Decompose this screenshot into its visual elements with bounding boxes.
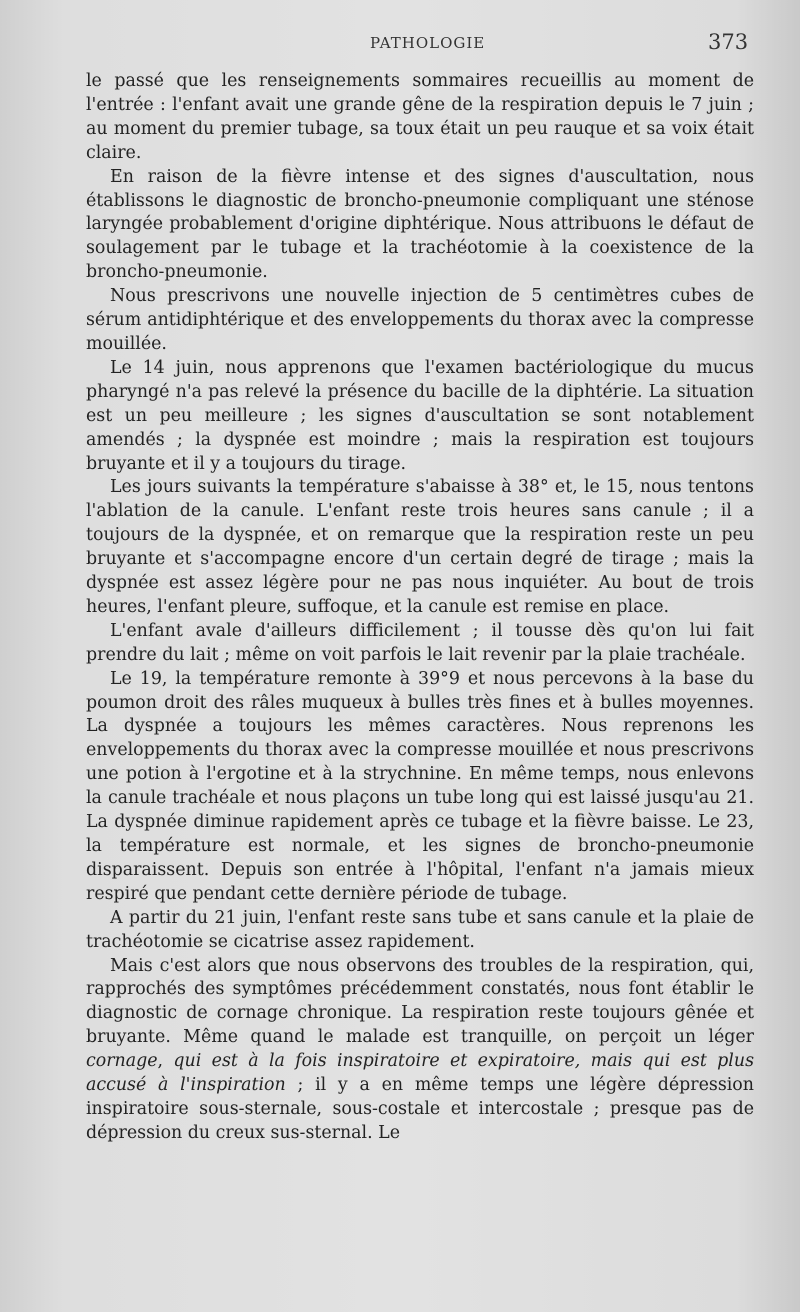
paragraph: L'enfant avale d'ailleurs difficilement ; il tousse dès qu'on lui fait prendre du lait ; même on voit parfois le lait revenir par la plaie trachéale. [86, 620, 754, 665]
paragraph-text: ; il y a en même temps une légère dépression inspiratoire sous-sternale, sous-costale et intercostale ; presque pas de dépression du creux sus-sternal. Le [86, 1075, 754, 1143]
body-text [86, 70, 754, 1146]
italic-term-cornage: cornage [86, 1051, 158, 1072]
paragraph-text: , [157, 1051, 174, 1072]
paragraph: Le 14 juin, nous apprenons que l'examen bactériologique du mucus pharyngé n'a pas relevé la présence du bacille de la diphtérie. La situation est un peu meilleure ; les signes d'auscultation se sont notablement amendés ; la dyspnée est moindre ; mais la respiration est toujours bruyante et il y a toujours du tirage. [86, 357, 754, 474]
paragraph: Le 19, la température remonte à 39°9 et nous percevons à la base du poumon droit des râles muqueux à bulles très fines et à bulles moyennes. La dyspnée a toujours les mêmes caractères. Nous reprenons les enveloppements du thorax avec la compresse mouillée et nous prescrivons une potion à l'ergotine et à la strychnine. En même temps, nous enlevons la canule trachéale et nous plaçons un tube long qui est laissé jusqu'au 21. La dyspnée diminue rapidement après ce tubage et la fièvre baisse. Le 23, la température est normale, et les signes de broncho-pneumonie disparaissent. Depuis son entrée à l'hôpital, l'enfant n'a jamais mieux respiré que pendant cette dernière période de tubage. [86, 668, 754, 904]
header-title: PATHOLOGIE [370, 34, 486, 52]
paragraph: Nous prescrivons une nouvelle injection de 5 centimètres cubes de sérum antidiphtérique et des enveloppements du thorax avec la compresse mouillée. [86, 286, 754, 354]
paragraph: le passé que les renseignements sommaires recueillis au moment de l'entrée : l'enfant avait une grande gêne de la respiration depuis le 7 juin ; au moment du premier tubage, sa toux était un peu rauque et sa voix était claire. [86, 71, 754, 163]
paragraph [86, 955, 754, 1146]
italic-description: qui est à la fois inspiratoire et expiratoire, mais qui est plus accusé à l'inspiration [86, 1051, 754, 1096]
page-number: 373 [708, 30, 749, 54]
paragraph: A partir du 21 juin, l'enfant reste sans tube et sans canule et la plaie de trachéotomie se cicatrise assez rapidement. [86, 907, 754, 952]
paragraph-text: Mais c'est alors que nous observons des troubles de la respiration, qui, rapprochés des symptômes précédemment constatés, nous font établir le diagnostic de cornage chronique. La respiration reste toujours gênée et bruyante. Même quand le malade est tranquille, on perçoit un léger [86, 955, 754, 1048]
paragraph: Les jours suivants la température s'abaisse à 38° et, le 15, nous tentons l'ablation de la canule. L'enfant reste trois heures sans canule ; il a toujours de la dyspnée, et on remarque que la respiration reste un peu bruyante et s'accompagne encore d'un certain degré de tirage ; mais la dyspnée est assez légère pour ne pas nous inquiéter. Au bout de trois heures, l'enfant pleure, suffoque, et la canule est remise en place. [86, 477, 754, 617]
running-head [0, 30, 800, 54]
paragraph: En raison de la fièvre intense et des signes d'auscultation, nous établissons le diagnostic de broncho-pneumonie compliquant une sténose laryngée probablement d'origine diphtérique. Nous attribuons le défaut de soulagement par le tubage et la trachéotomie à la coexistence de la broncho-pneumonie. [86, 166, 754, 283]
